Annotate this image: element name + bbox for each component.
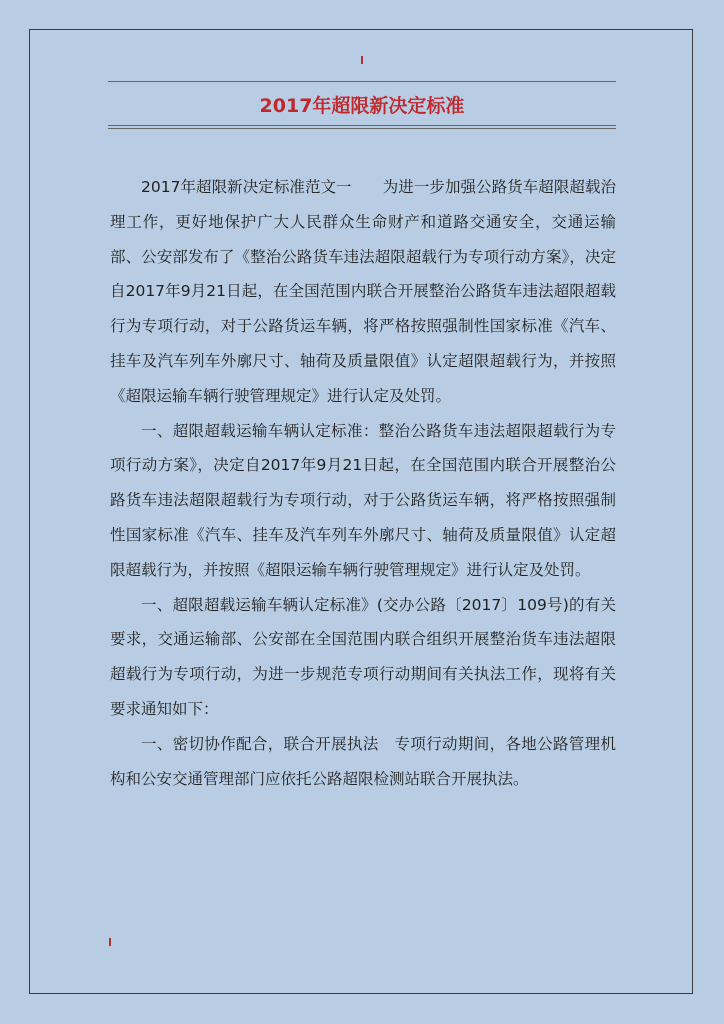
- title-bottom-rule: [108, 125, 616, 126]
- top-margin-mark: [361, 56, 363, 64]
- document-title: 2017年超限新决定标准: [259, 95, 465, 117]
- paragraph-4: 一、密切协作配合，联合开展执法 专项行动期间，各地公路管理机构和公安交通管理部门应依托公路超限检测站联合开展执法。: [110, 734, 616, 788]
- title-bottom-rule-second: [108, 128, 616, 129]
- title-top-rule: [108, 81, 616, 82]
- paragraph-1: 2017年超限新决定标准范文一 为进一步加强公路货车超限超载治理工作，更好地保护广大人民群众生命财产和道路交通安全，交通运输部、公安部发布了《整治公路货车违法超限超载行为专项行动方案》，决定自2017年9月21日起，在全国范围内联合开展整治公路货车违法超限超载行为专项行动，对于公路货运车辆，将严格按照强制性国家标准《汽车、挂车及汽车列车外廓尺寸、轴荷及质量限值》认定超限超载行为，并按照《超限运输车辆行驶管理规定》进行认定及处罚。: [110, 178, 616, 405]
- paragraph-3: 一、超限超载运输车辆认定标准》(交办公路〔2017〕109号)的有关要求，交通运输部、公安部在全国范围内联合组织开展整治货车违法超限超载行为专项行动，为进一步规范专项行动期间有关执法工作，现将有关要求通知如下：: [110, 595, 616, 718]
- document-body: [110, 170, 616, 796]
- bottom-margin-mark: [109, 938, 111, 946]
- paragraph-2: 一、超限超载运输车辆认定标准：整治公路货车违法超限超载行为专项行动方案》，决定自2017年9月21日起，在全国范围内联合开展整治公路货车违法超限超载行为专项行动，对于公路货运车辆，将严格按照强制性国家标准《汽车、挂车及汽车列车外廓尺寸、轴荷及质量限值》认定超限超载行为，并按照《超限运输车辆行驶管理规定》进行认定及处罚。: [110, 421, 616, 579]
